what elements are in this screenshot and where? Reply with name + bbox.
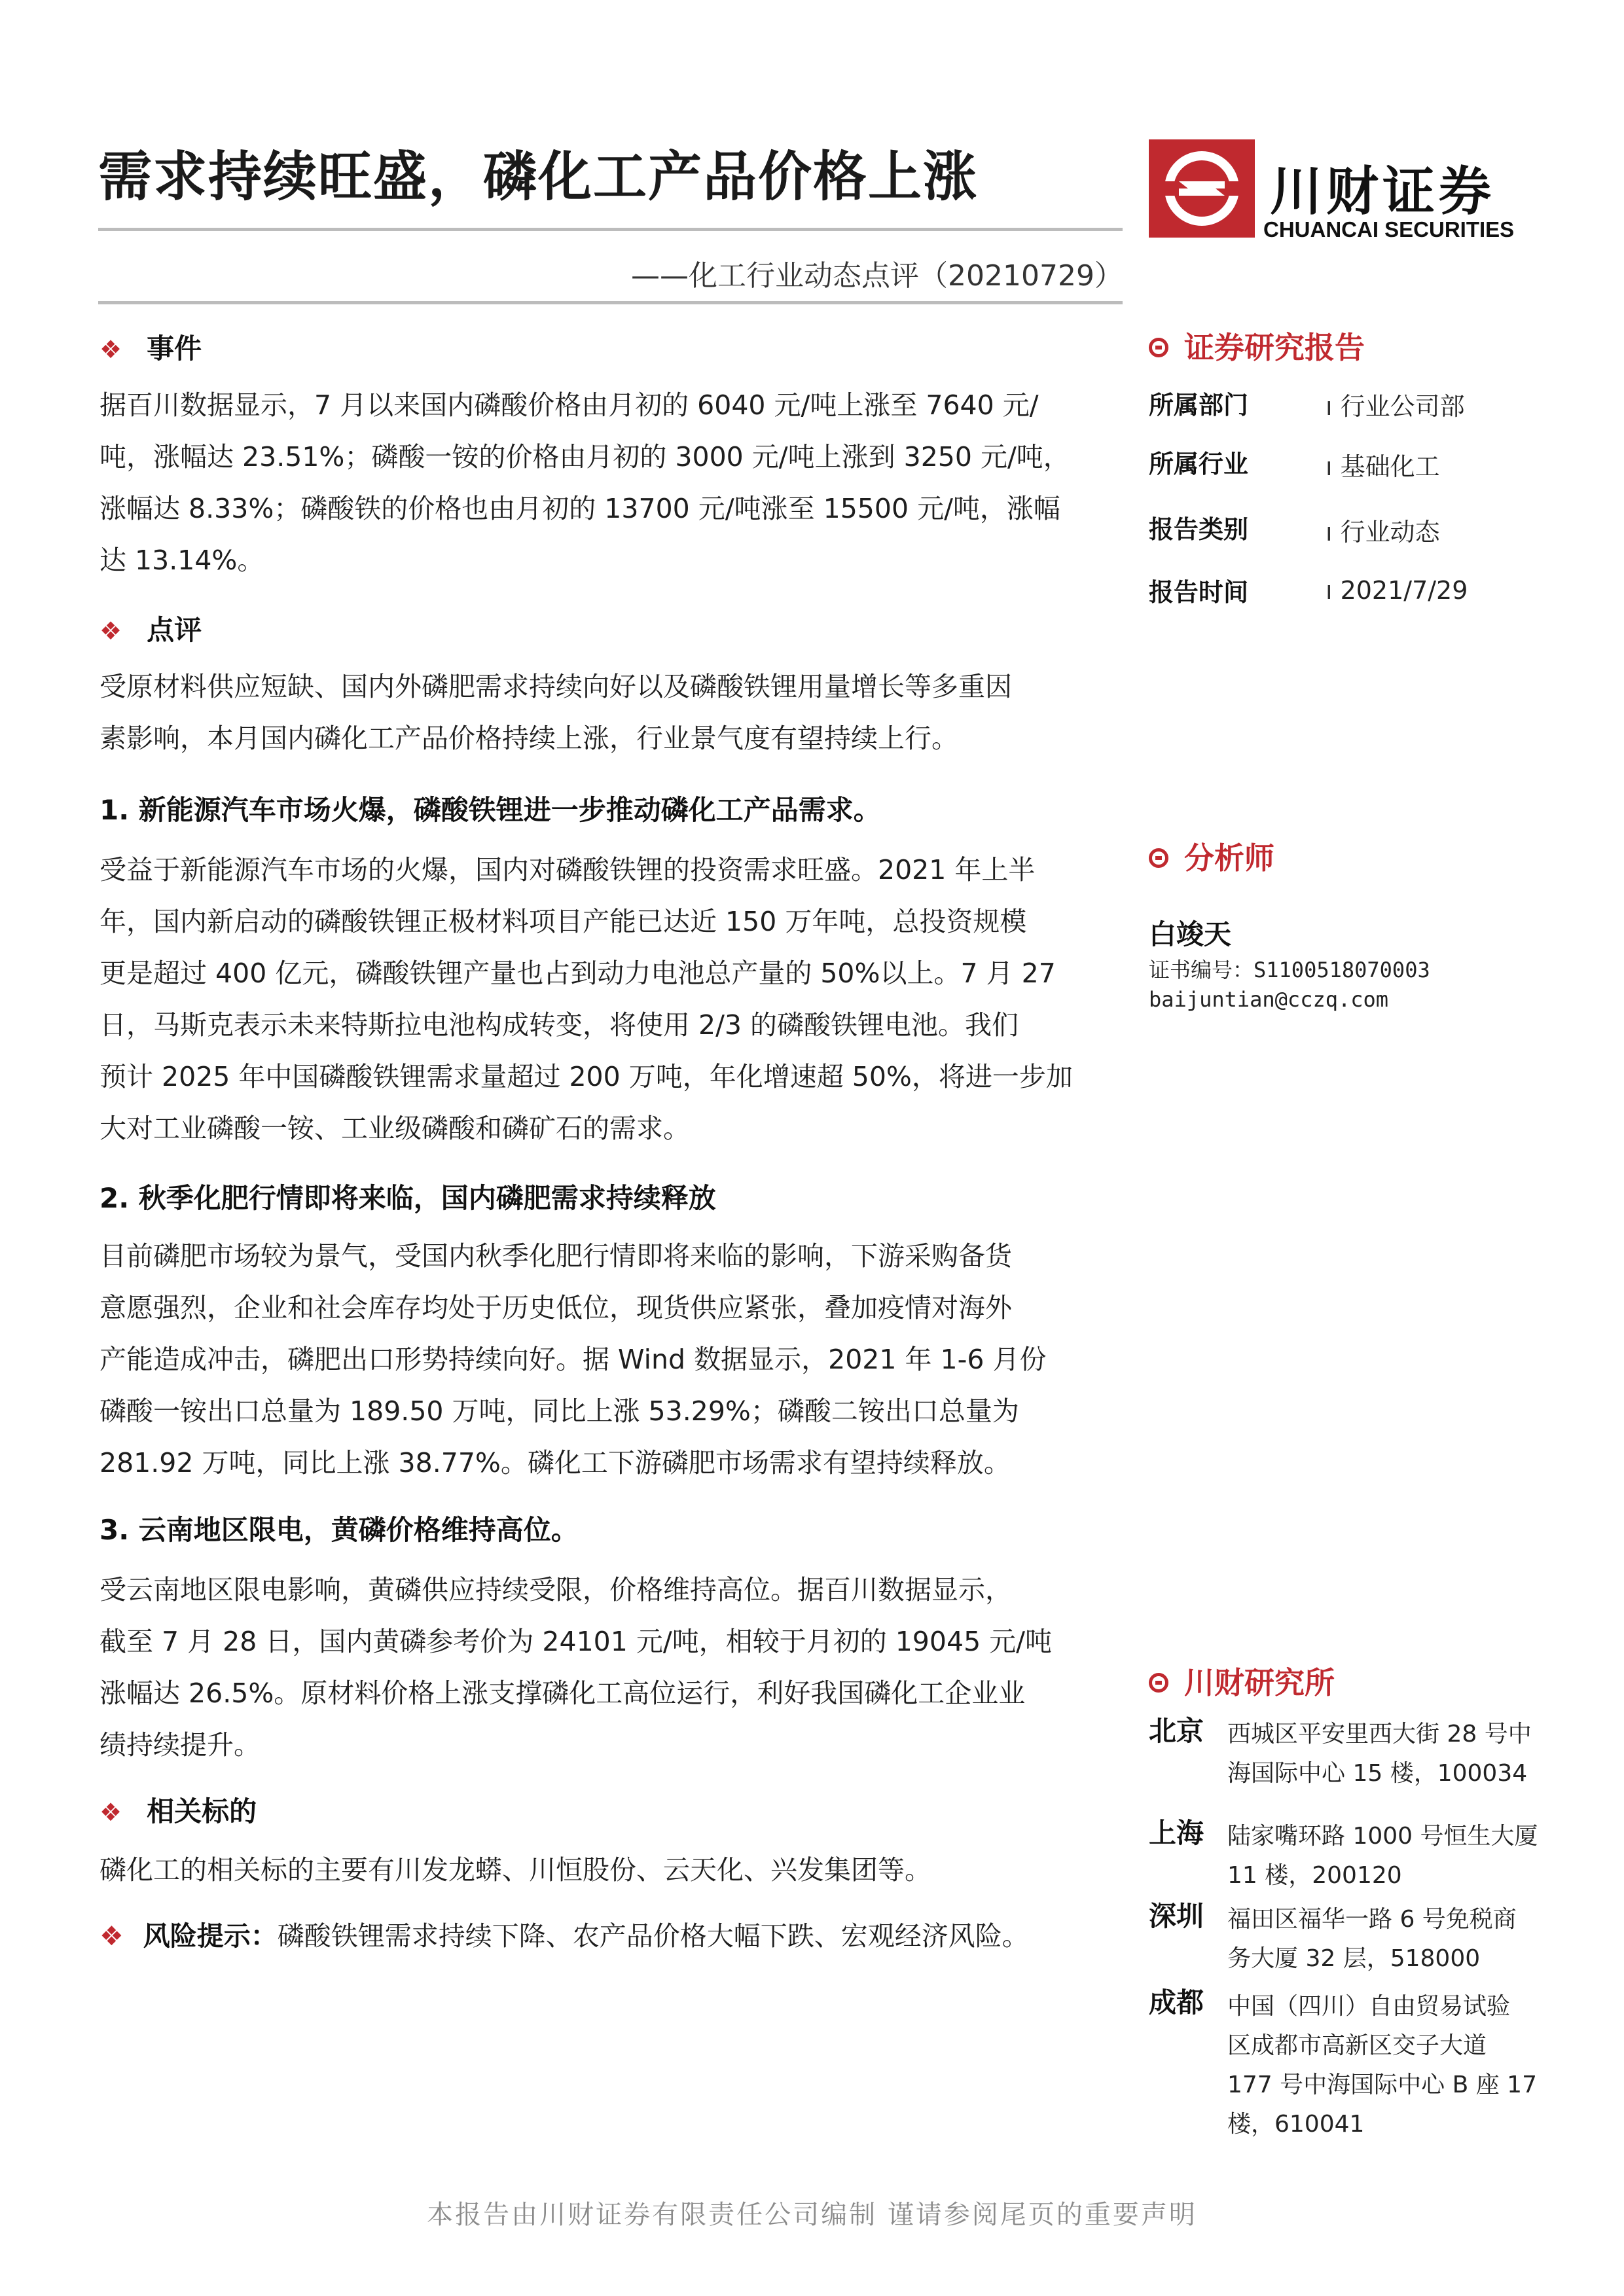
info-label: 所属行业 (1149, 450, 1249, 478)
office-address: 中国（四川）自由贸易试验 区成都市高新区交子大道 177 号中海国际中心 B 座 17 楼，610041 (1227, 1993, 1537, 2138)
paragraph-line: 受原材料供应短缺、国内外磷肥需求持续向好以及磷酸铁锂用量增长等多重因 (99, 671, 1012, 702)
point3-paragraph (99, 1564, 1124, 1771)
office-city: 深圳 (1149, 1900, 1204, 1932)
paragraph-line: 目前磷肥市场较为景气，受国内秋季化肥行情即将来临的影响，下游采购备货 (99, 1240, 1012, 1272)
info-value: ı 基础化工 (1326, 452, 1440, 481)
paragraph-line: 素影响，本月国内磷化工产品价格持续上涨，行业景气度有望持续上行。 (99, 723, 958, 754)
info-label: 报告时间 (1149, 578, 1249, 607)
office-city: 北京 (1149, 1715, 1204, 1747)
diamond-bullet-icon: ❖ (99, 617, 122, 645)
paragraph-line: 吨，涨幅达 23.51%；磷酸一铵的价格由月初的 3000 元/吨上涨到 3250 元/吨， (99, 441, 1070, 473)
paragraph-line: 更是超过 400 亿元，磷酸铁锂产量也占到动力电池总产量的 50%以上。7 月 27 (99, 958, 1056, 989)
review-heading: ❖ 点评 (99, 614, 202, 646)
targets-paragraph (99, 1844, 1124, 1896)
paragraph-line: 达 13.14%。 (99, 545, 264, 576)
analyst-email[interactable]: baijuntian@cczq.com (1149, 987, 1389, 1012)
review-section (99, 609, 1124, 648)
risk-text: 磷酸铁锂需求持续下降、农产品价格大幅下跌、宏观经济风险。 (277, 1920, 1029, 1952)
point3-heading: 3. 云南地区限电，黄磷价格维持高位。 (99, 1514, 579, 1546)
paragraph-line: 绩持续提升。 (99, 1729, 261, 1761)
paragraph-line: 磷酸一铵出口总量为 189.50 万吨，同比上涨 53.29%；磷酸二铵出口总量为 (99, 1395, 1019, 1427)
office-city: 上海 (1149, 1817, 1204, 1849)
paragraph-line: 受益于新能源汽车市场的火爆，国内对磷酸铁锂的投资需求旺盛。2021 年上半 (99, 854, 1036, 886)
event-section (99, 327, 1124, 367)
point1-heading: 1. 新能源汽车市场火爆，磷酸铁锂进一步推动磷化工产品需求。 (99, 794, 881, 826)
paragraph-line: 281.92 万吨，同比上涨 38.77%。磷化工下游磷肥市场需求有望持续释放。 (99, 1447, 1011, 1479)
risk-label: 风险提示： (143, 1920, 278, 1952)
paragraph-line: 年，国内新启动的磷酸铁锂正极材料项目产能已达近 150 万年吨，总投资规模 (99, 906, 1027, 937)
paragraph-line: 日，马斯克表示未来特斯拉电池构成转变，将使用 2/3 的磷酸铁锂电池。我们 (99, 1009, 1019, 1041)
analyst-cert: 证书编号：S1100518070003 (1149, 958, 1430, 982)
logo-english-name: CHUANCAI SECURITIES (1263, 217, 1515, 242)
footer-disclaimer: 本报告由川财证券有限责任公司编制 谨请参阅尾页的重要声明 (427, 2200, 1197, 2230)
risk-warning (99, 1914, 1124, 1953)
point1-paragraph (99, 844, 1124, 1155)
subtitle-rule (98, 301, 1123, 304)
office-address: 陆家嘴环路 1000 号恒生大厦 11 楼，200120 (1227, 1823, 1538, 1889)
paragraph-line: 受云南地区限电影响，黄磷供应持续受限，价格维持高位。据百川数据显示， (99, 1574, 1012, 1605)
report-marker-icon (1149, 338, 1168, 357)
report-marker-icon (1149, 848, 1168, 868)
page-title: 需求持续旺盛，磷化工产品价格上涨 (98, 145, 979, 208)
diamond-bullet-icon: ❖ (99, 1920, 124, 1952)
targets-heading: ❖ 相关标的 (99, 1795, 257, 1827)
review-paragraph (99, 661, 1124, 764)
event-heading: ❖ 事件 (99, 332, 202, 365)
report-type-heading: 证券研究报告 (1149, 324, 1555, 367)
paragraph-line: 截至 7 月 28 日，国内黄磷参考价为 24101 元/吨，相较于月初的 19045 元/吨 (99, 1626, 1052, 1657)
targets-section (99, 1790, 1124, 1829)
diamond-bullet-icon: ❖ (99, 335, 122, 364)
info-value: ı 行业公司部 (1326, 392, 1465, 421)
paragraph-line: 涨幅达 8.33%；磷酸铁的价格也由月初的 13700 元/吨涨至 15500 元/吨，涨幅 (99, 493, 1060, 524)
paragraph-line: 大对工业磷酸一铵、工业级磷酸和磷矿石的需求。 (99, 1113, 690, 1144)
office-address: 福田区福华一路 6 号免税商 务大厦 32 层，518000 (1227, 1906, 1517, 1972)
analyst-name: 白竣天 (1149, 918, 1232, 950)
paragraph-line: 意愿强烈，企业和社会库存均处于历史低位，现货供应紧张，叠加疫情对海外 (99, 1292, 1012, 1323)
info-label: 所属部门 (1149, 391, 1249, 420)
event-paragraph (99, 380, 1124, 586)
info-label: 报告类别 (1149, 515, 1249, 544)
report-marker-icon (1149, 1673, 1168, 1693)
info-value: ı 2021/7/29 (1326, 576, 1468, 605)
analyst-heading: 分析师 (1149, 834, 1555, 878)
title-rule (98, 228, 1123, 231)
chuancai-logo-icon (1149, 139, 1255, 238)
paragraph-line: 预计 2025 年中国磷酸铁锂需求量超过 200 万吨，年化增速超 50%，将进一步加 (99, 1061, 1073, 1092)
page-subtitle: ——化工行业动态点评（20210729） (631, 259, 1123, 293)
logo-chinese-name: 川财证券 (1270, 161, 1495, 222)
office-city: 成都 (1149, 1986, 1204, 2018)
diamond-bullet-icon: ❖ (99, 1798, 122, 1827)
paragraph-line: 产能造成冲击，磷肥出口形势持续向好。据 Wind 数据显示，2021 年 1-6 月份 (99, 1344, 1047, 1375)
point2-paragraph (99, 1230, 1124, 1489)
paragraph-line: 据百川数据显示，7 月以来国内磷酸价格由月初的 6040 元/吨上涨至 7640 元/ (99, 389, 1039, 421)
office-address: 西城区平安里西大街 28 号中 海国际中心 15 楼，100034 (1227, 1721, 1532, 1787)
info-value: ı 行业动态 (1326, 518, 1440, 547)
point2-heading: 2. 秋季化肥行情即将来临，国内磷肥需求持续释放 (99, 1182, 716, 1214)
institute-heading: 川财研究所 (1149, 1659, 1555, 1702)
paragraph-line: 磷化工的相关标的主要有川发龙蟒、川恒股份、云天化、兴发集团等。 (99, 1854, 931, 1886)
paragraph-line: 涨幅达 26.5%。原材料价格上涨支撑磷化工高位运行，利好我国磷化工企业业 (99, 1677, 1026, 1709)
